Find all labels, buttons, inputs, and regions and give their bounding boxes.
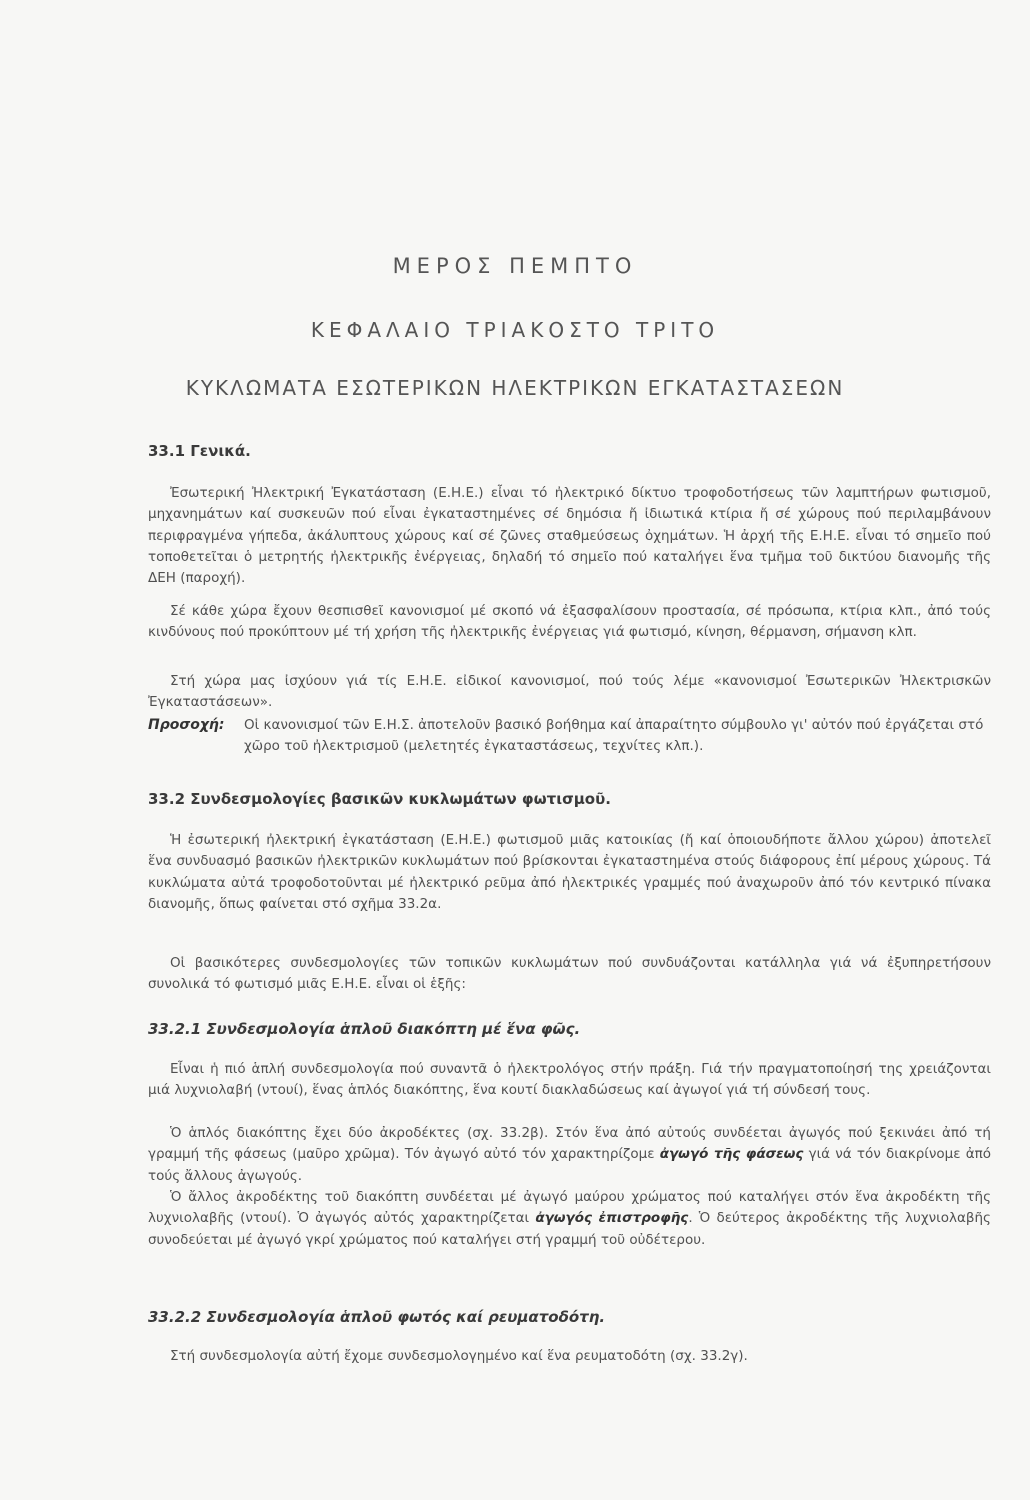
attention-label: Προσοχή: <box>148 717 225 733</box>
paragraph-33-2-1: Ἡ ἐσωτερική ἠλεκτρική ἐγκατάσταση (Ε.Η.Ε.) φωτισμοῦ μιᾶς κατοικίας (ἤ καί ὁποιουδήποτε ἄλλου χώρου) ἀποτελεῖ ἕνα συνδυασμό βασικῶν ἠλεκτρικῶν κυκλωμάτων πού βρίσκονται ἐγκαταστημένα στούς διάφορους ἐπί μέρους χώρους. Τά κυκλώματα αὐτά τροφοδοτοῦνται μέ ἠλεκτρικό ρεῦμα ἀπό ἠλεκτρικές γραμμές πού ἀναχωροῦν ἀπό τόν κεντρικό πίνακα διανομῆς, ὅπως φαίνεται στό σχῆμα 33.2α. <box>148 832 991 912</box>
section-heading-33-2: 33.2 Συνδεσμολογίες βασικῶν κυκλωμάτων φωτισμοῦ. <box>148 790 611 808</box>
main-title: ΚΥΚΛΩΜΑΤΑ ΕΣΩΤΕΡΙΚΩΝ ΗΛΕΚΤΡΙΚΩΝ ΕΓΚΑΤΑΣΤΑΣΕΩΝ <box>185 376 845 400</box>
paragraph-33-2-2-1: Στή συνδεσμολογία αὐτή ἔχομε συνδεσμολογημένο καί ἕνα ρευματοδότη (σχ. 33.2γ). <box>170 1348 748 1364</box>
paragraph-text: γιά νά τόν διακρίνομε ἀπό τούς ἄλλους ἀγωγούς. <box>148 1146 991 1184</box>
phase-conductor-term: ἀγωγό τῆς φάσεως <box>659 1146 804 1163</box>
paragraph-33-2-1-3 <box>148 1187 991 1251</box>
attention-note <box>148 715 991 755</box>
paragraph-text: . Ὁ δεύτερος ἀκροδέκτης τῆς λυχνιολαβῆς συνοδεύεται μέ ἀγωγό γκρί χρώματος πού καταλήγει στή γραμμή τοῦ οὐδέτερου. <box>148 1210 991 1248</box>
chapter-title: ΚΕΦΑΛΑΙΟ ΤΡΙΑΚΟΣΤΟ ΤΡΙΤΟ <box>310 318 720 342</box>
paragraph-33-2-2: Οἱ βασικότερες συνδεσμολογίες τῶν τοπικῶν κυκλωμάτων πού συνδυάζονται κατάλληλα γιά νά ἐξυπηρετήσουν συνολικά τό φωτισμό μιᾶς Ε.Η.Ε. εἶναι οἱ ἑξῆς: <box>148 955 991 993</box>
attention-text: Οἱ κανονισμοί τῶν Ε.Η.Σ. ἀποτελοῦν βασικό βοήθημα καί ἀπαραίτητο σύμβουλο γι' αὐτόν πού ἐργάζεται στό χῶρο τοῦ ἠλεκτρισμοῦ (μελετητές ἐγκαταστάσεως, τεχνίτες κλπ.). <box>244 717 984 755</box>
paragraph-33-2-1-2 <box>148 1123 991 1187</box>
sub-heading-33-2-2: 33.2.2 Συνδεσμολογία ἁπλοῦ φωτός καί ρευματοδότη. <box>148 1308 606 1326</box>
part-title: ΜΕΡΟΣ ΠΕΜΠΤΟ <box>392 254 638 278</box>
paragraph-text: Ὁ ἁπλός διακόπτης ἔχει δύο ἀκροδέκτες (σχ. 33.2β). Στόν ἕνα ἀπό αὐτούς συνδέεται ἀγωγός πού ξεκινάει ἀπό τή γραμμή τῆς φάσεως (μαῦρο χρῶμα). Τόν ἀγωγό αὐτό τόν χαρακτηρίζομε <box>148 1125 991 1163</box>
sub-heading-33-2-1: 33.2.1 Συνδεσμολογία ἁπλοῦ διακόπτη μέ ἕνα φῶς. <box>148 1020 581 1038</box>
paragraph-33-1-1: Ἐσωτερική Ἠλεκτρική Ἐγκατάσταση (Ε.Η.Ε.) εἶναι τό ἠλεκτρικό δίκτυο τροφοδοτήσεως τῶν λαμπτήρων φωτισμοῦ, μηχανημάτων καί συσκευῶν πού εἶναι ἐγκαταστημένες σέ δημόσια ἤ ἰδιωτικά κτίρια ἤ σέ χώρους πού περιλαμβάνουν περιφραγμένα γήπεδα, ἀκάλυπτους χώρους καί σέ ζῶνες σταθμεύσεως ὀχημάτων. Ἡ ἀρχή τῆς Ε.Η.Ε. εἶναι τό σημεῖο πού τοποθετεῖται ὁ μετρητής ἠλεκτρικῆς ἐνέργειας, δηλαδή τό σημεῖο πού καταλήγει ἕνα τμῆμα τοῦ δικτύου διανομῆς τῆς ΔΕΗ (παροχή). <box>148 485 991 587</box>
section-heading-33-1: 33.1 Γενικά. <box>148 442 251 460</box>
paragraph-text: Ὁ ἄλλος ἀκροδέκτης τοῦ διακόπτη συνδέεται μέ ἀγωγό μαύρου χρώματος πού καταλήγει στόν ἕνα ἀκροδέκτη τῆς λυχνιολαβῆς (ντουί). Ὁ ἀγωγός αὐτός χαρακτηρίζεται <box>148 1189 991 1227</box>
paragraph-33-1-3: Στή χώρα μας ἰσχύουν γιά τίς Ε.Η.Ε. εἰδικοί κανονισμοί, πού τούς λέμε «κανονισμοί Ἐσωτερικῶν Ἠλεκτρισκῶν Ἐγκαταστάσεων». <box>148 673 991 711</box>
return-conductor-term: ἀγωγός ἐπιστροφῆς <box>535 1210 689 1227</box>
paragraph-33-2-1-1: Εἶναι ἡ πιό ἁπλή συνδεσμολογία πού συναντᾶ ὁ ἠλεκτρολόγος στήν πράξη. Γιά τήν πραγματοποίησή της χρειάζονται μιά λυχνιολαβή (ντουί), ἕνας ἁπλός διακόπτης, ἕνα κουτί διακλαδώσεως καί ἀγωγοί γιά τή σύνδεσή τους. <box>148 1061 991 1099</box>
paragraph-33-1-2: Σέ κάθε χώρα ἔχουν θεσπισθεῖ κανονισμοί μέ σκοπό νά ἐξασφαλίσουν προστασία, σέ πρόσωπα, κτίρια κλπ., ἀπό τούς κινδύνους πού προκύπτουν μέ τή χρήση τῆς ἠλεκτρικῆς ἐνέργειας γιά φωτισμό, κίνηση, θέρμανση, σήμανση κλπ. <box>148 603 991 641</box>
